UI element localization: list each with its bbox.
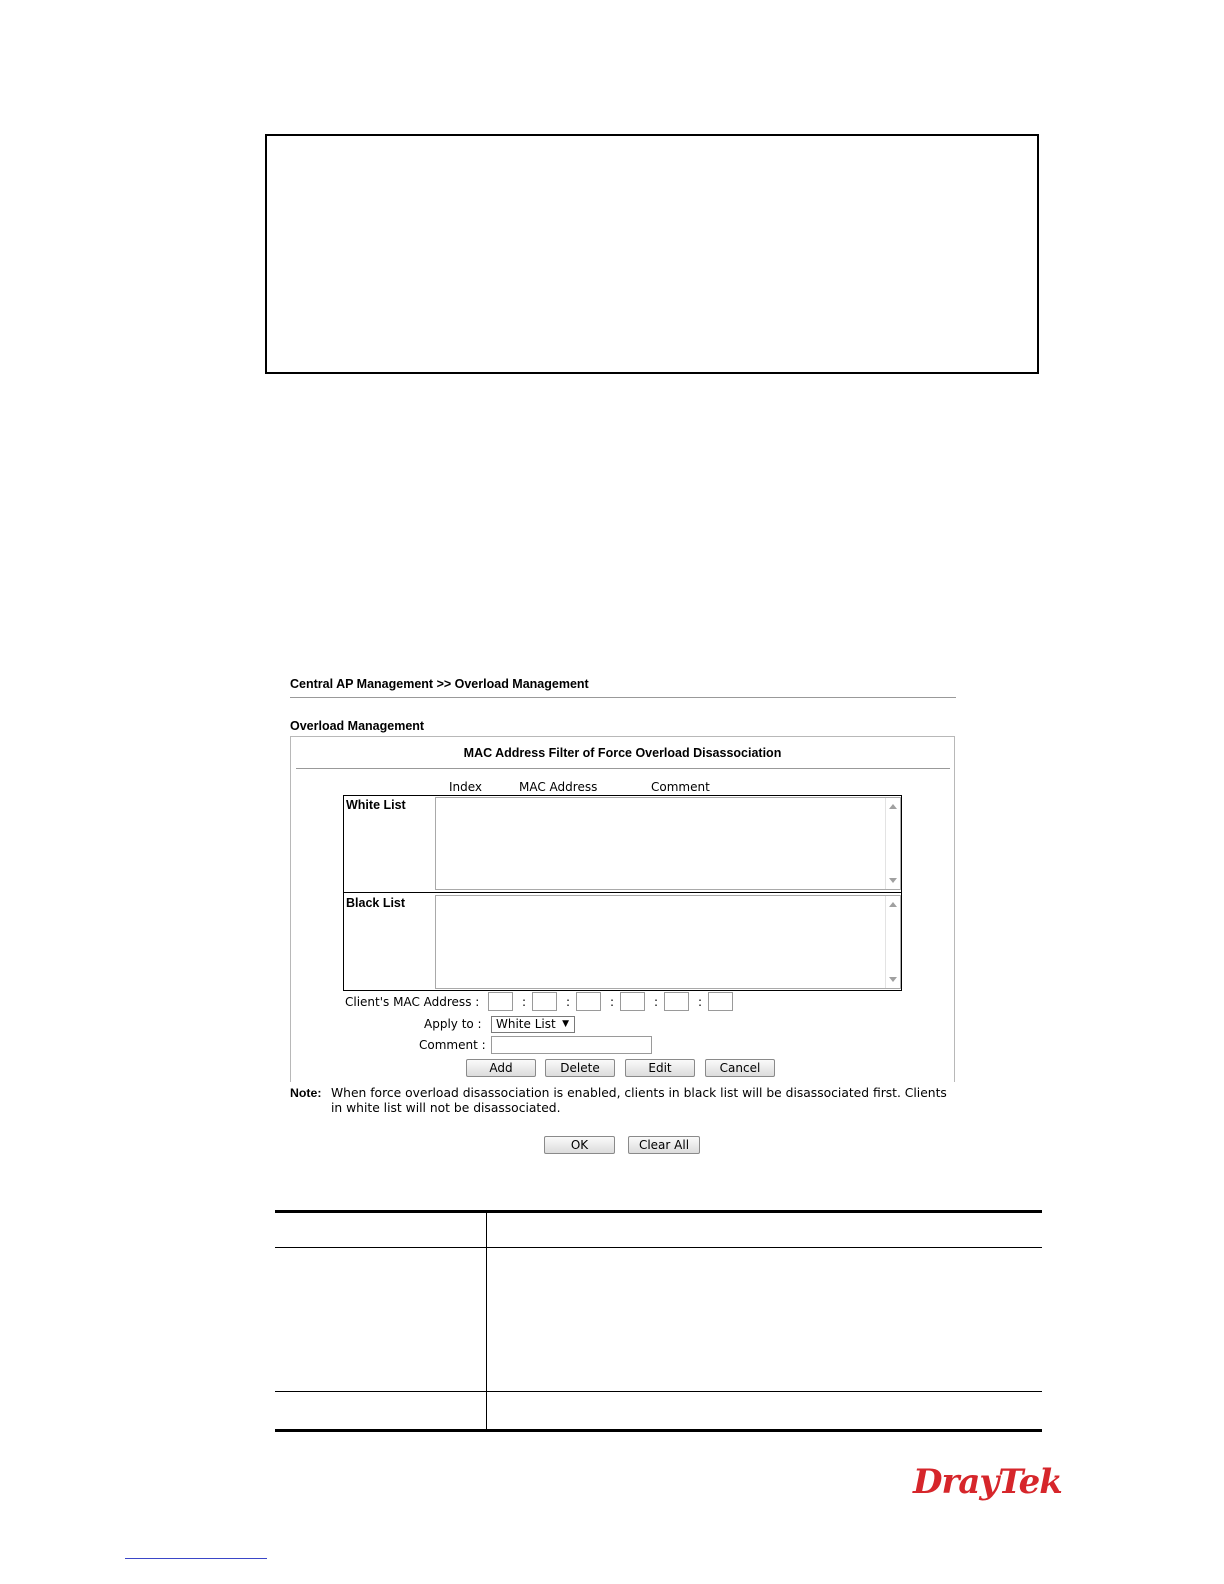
mac-octet-5-input[interactable]: [664, 992, 689, 1011]
overload-management-screenshot: [290, 674, 956, 1164]
footer-link-underline: [125, 1558, 267, 1559]
black-list-scrollbar[interactable]: [885, 896, 900, 988]
mac-separator: :: [698, 995, 703, 1009]
white-list-scrollbar[interactable]: [885, 798, 900, 889]
draytek-logo: DrayTek: [913, 1462, 1062, 1502]
mac-separator: :: [654, 995, 659, 1009]
table-row-rule: [275, 1391, 1042, 1392]
scroll-down-icon[interactable]: [889, 977, 897, 982]
apply-to-select[interactable]: [491, 1016, 575, 1033]
breadcrumb: Central AP Management >> Overload Management: [290, 677, 589, 691]
mac-lists: [343, 795, 902, 991]
ok-button[interactable]: OK: [544, 1136, 615, 1154]
text-frame: [265, 134, 1039, 374]
table-top-rule: [275, 1210, 1042, 1213]
cancel-button[interactable]: Cancel: [705, 1059, 775, 1077]
mac-octet-4-input[interactable]: [620, 992, 645, 1011]
mac-address-label: Client's MAC Address :: [345, 995, 480, 1009]
column-header-comment: Comment: [651, 780, 710, 794]
mac-octet-2-input[interactable]: [532, 992, 557, 1011]
panel-title: MAC Address Filter of Force Overload Disassociation: [463, 746, 782, 760]
description-table: [275, 1210, 1042, 1432]
white-list-box[interactable]: [435, 797, 901, 890]
column-header-mac: MAC Address: [519, 780, 598, 794]
table-bottom-rule: [275, 1429, 1042, 1432]
breadcrumb-divider: [290, 697, 956, 698]
mac-octet-3-input[interactable]: [576, 992, 601, 1011]
black-list-box[interactable]: [435, 895, 901, 989]
mac-filter-panel: [290, 736, 955, 1082]
column-header-index: Index: [449, 780, 483, 794]
mac-separator: :: [610, 995, 615, 1009]
table-column-rule: [486, 1210, 487, 1432]
scroll-up-icon[interactable]: [889, 902, 897, 907]
black-list-label: Black List: [346, 896, 406, 910]
white-list-label: White List: [346, 798, 406, 812]
scroll-down-icon[interactable]: [889, 878, 897, 883]
add-button[interactable]: Add: [466, 1059, 536, 1077]
apply-to-value: White List: [496, 1017, 556, 1031]
delete-button[interactable]: Delete: [545, 1059, 615, 1077]
scroll-up-icon[interactable]: [889, 804, 897, 809]
comment-input[interactable]: [491, 1036, 652, 1054]
dropdown-arrow-icon: ▼: [562, 1019, 569, 1029]
mac-separator: :: [566, 995, 571, 1009]
apply-to-label: Apply to :: [424, 1017, 482, 1031]
table-header-rule: [275, 1247, 1042, 1248]
mac-separator: :: [522, 995, 527, 1009]
comment-label: Comment :: [419, 1038, 486, 1052]
mac-octet-6-input[interactable]: [708, 992, 733, 1011]
clear-all-button[interactable]: Clear All: [628, 1136, 700, 1154]
panel-divider: [296, 768, 950, 769]
list-divider: [344, 892, 901, 893]
mac-octet-1-input[interactable]: [488, 992, 513, 1011]
edit-button[interactable]: Edit: [625, 1059, 695, 1077]
section-title: Overload Management: [290, 719, 425, 733]
note-label: Note:: [290, 1086, 322, 1100]
note-text: When force overload disassociation is enabled, clients in black list will be disassociated first. Clients in white list will not be disassociated.: [331, 1086, 947, 1115]
